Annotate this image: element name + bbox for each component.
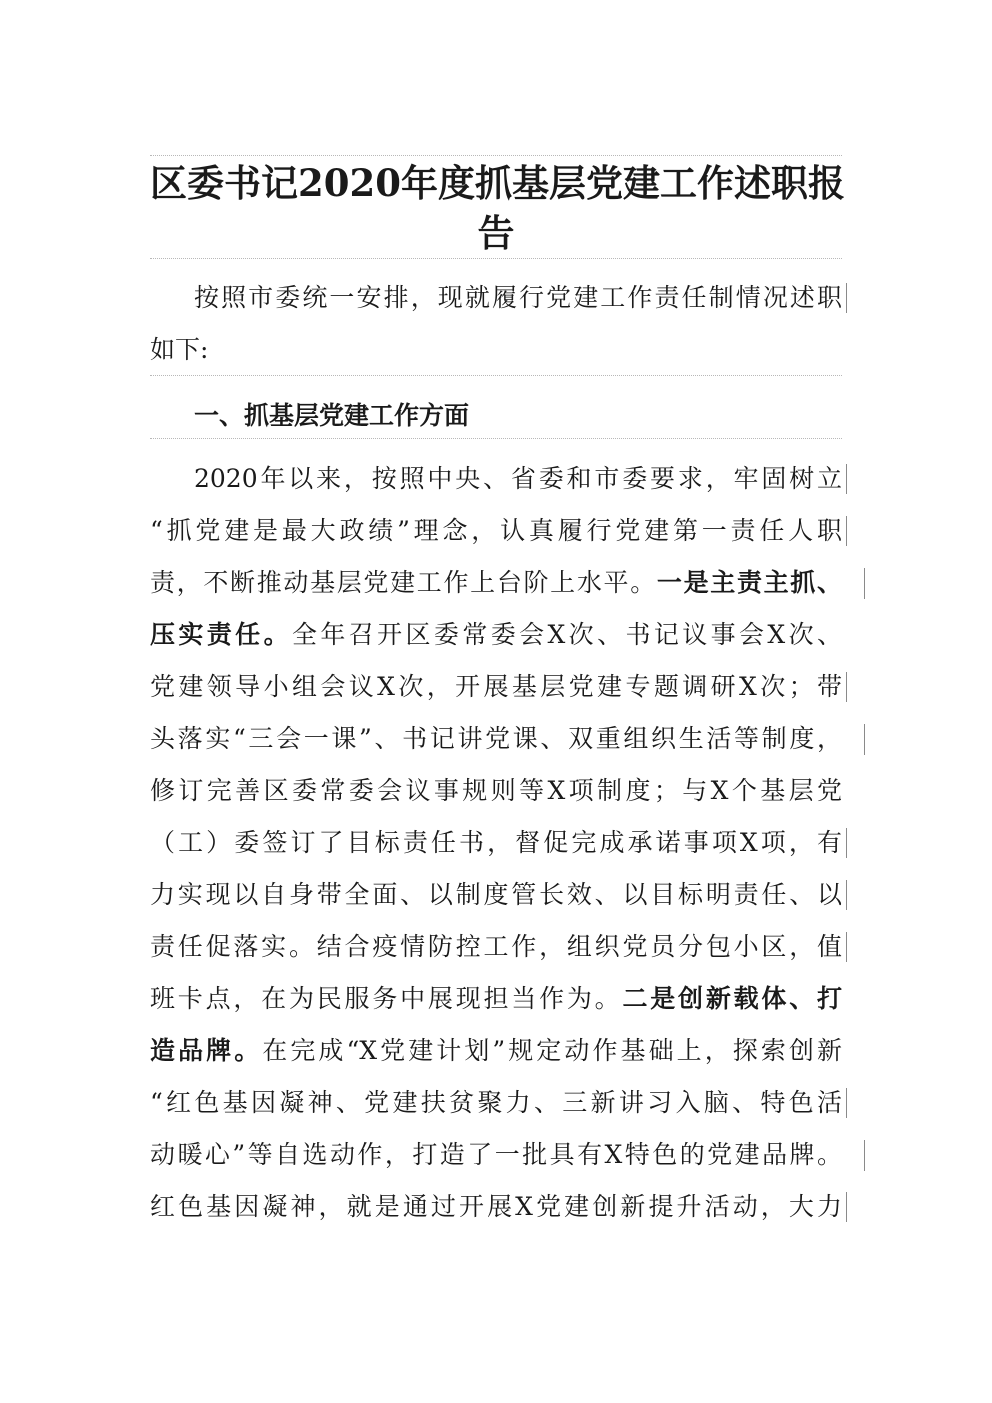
paragraph-line: “抓党建是最大政绩”理念，认真履行党建第一责任人职 [150,516,842,545]
section-heading: 一、抓基层党建工作方面 [194,401,470,430]
section-heading-rule [150,438,842,439]
paragraph-line: 头落实“三会一课”、书记讲党课、双重组织生活等制度， [150,724,842,753]
paragraph-line: 2020年以来，按照中央、省委和市委要求，牢固树立 [194,464,842,493]
intro-line-1: 按照市委统一安排，现就履行党建工作责任制情况述职 [194,283,842,312]
paragraph-line: 动暖心”等自选动作，打造了一批具有X特色的党建品牌。 [150,1140,842,1169]
paragraph-text: 班卡点，在为民服务中展现担当作为。 [150,984,623,1013]
title-top-rule [150,155,842,156]
paragraph-line: 力实现以自身带全面、以制度管长效、以目标明责任、以 [150,880,842,909]
paragraph-line: 党建领导小组会议X次，开展基层党建专题调研X次；带 [150,672,842,701]
paragraph-line: 责任促落实。结合疫情防控工作，组织党员分包小区，值 [150,932,842,961]
paragraph-line: 修订完善区委常委会议事规则等X项制度；与X个基层党 [150,776,842,805]
paragraph-text: 在完成“X党建计划”规定动作基础上，探索创新 [262,1036,842,1065]
bold-lead: 压实责任。 [150,620,292,649]
bold-lead: 二是创新载体、打 [622,984,842,1013]
margin-mark [864,568,865,599]
margin-mark [846,1192,847,1222]
bold-lead: 一是主责主抓、 [656,568,842,597]
margin-mark [846,672,847,702]
margin-mark [864,724,865,755]
margin-mark [846,880,847,910]
margin-mark [846,464,847,494]
margin-mark [846,828,847,858]
margin-mark [846,283,847,313]
title-line-1: 区委书记2020年度抓基层党建工作述职报 [150,161,845,205]
title-line-2: 告 [477,211,515,255]
paragraph-text: 全年召开区委常委会X次、书记议事会X次、 [291,620,842,649]
paragraph-text: 责，不断推动基层党建工作上台阶上水平。 [150,568,657,597]
paragraph-line: 红色基因凝神，就是通过开展X党建创新提升活动，大力 [150,1192,842,1221]
paragraph-line: （工）委签订了目标责任书，督促完成承诺事项X项，有 [150,828,842,857]
paragraph-line [150,609,842,661]
title-bottom-rule [150,258,842,259]
margin-mark [846,1088,847,1118]
paragraph-line [150,973,842,1025]
bold-lead: 造品牌。 [150,1036,263,1065]
paragraph-line [150,557,842,609]
section-rule [150,375,842,376]
paragraph-line [150,1025,842,1077]
intro-line-2: 如下: [150,335,209,364]
margin-mark [846,932,847,962]
margin-mark [864,1140,865,1171]
margin-mark [846,516,847,546]
document-title [150,158,845,258]
paragraph-line: “红色基因凝神、党建扶贫聚力、三新讲习入脑、特色活 [150,1088,842,1117]
